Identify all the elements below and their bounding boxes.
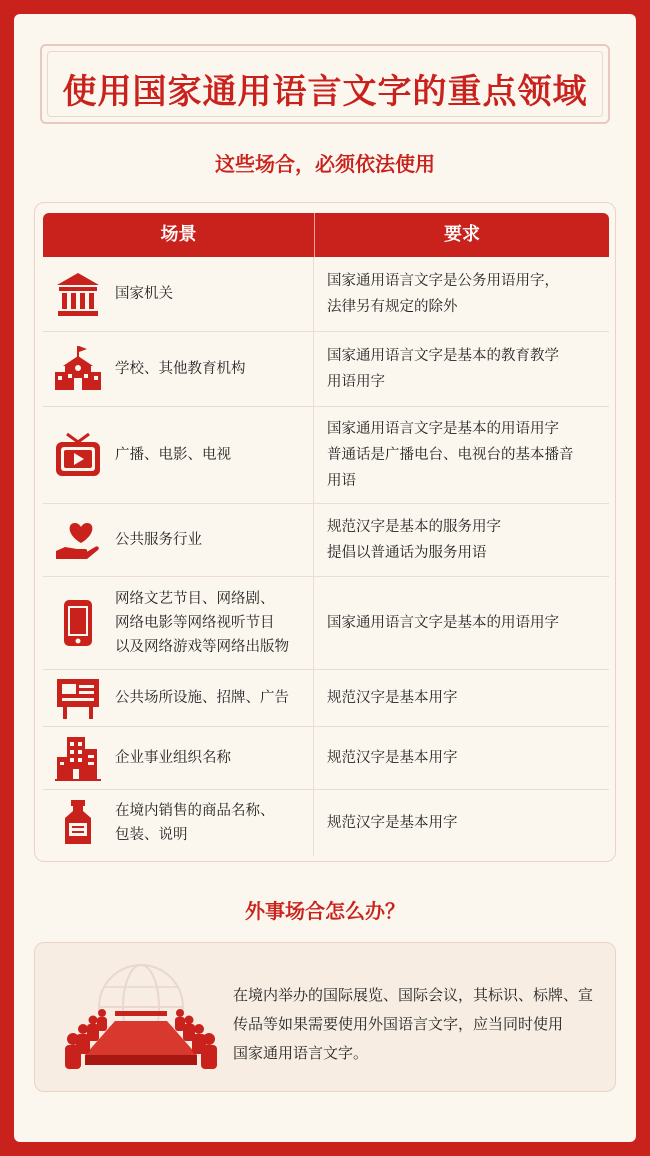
foreign-affairs-title: 外事场合怎么办？ (245, 899, 405, 923)
table-row (43, 257, 609, 332)
table-row (43, 670, 609, 727)
title-frame (40, 44, 610, 124)
heart-hand-icon (53, 515, 103, 565)
scene-text: 学校、其他教育机构 (115, 361, 246, 377)
header-requirement: 要求 (444, 224, 480, 245)
scene-text: 公共服务行业 (115, 532, 202, 548)
requirements-table-card (34, 202, 616, 862)
table-row (43, 332, 609, 407)
scene-text: 公共场所设施、招牌、广告 (115, 690, 289, 706)
table-row (43, 727, 609, 790)
table-row (43, 504, 609, 577)
scene-text: 国家机关 (115, 286, 173, 302)
foreign-affairs-text: 在境内举办的国际展览、国际会议，其标识、标牌、宣 传品等如果需要使用外国语言文字，应当同时使用 国家通用语言文字。 (233, 986, 594, 1062)
requirement-cell: 规范汉字是基本用字 (327, 690, 458, 706)
conference-meeting-illustration (55, 957, 225, 1085)
office-building-icon (53, 733, 103, 783)
requirements-table (43, 213, 609, 856)
scene-cell (43, 727, 314, 789)
requirement-cell: 国家通用语言文字是基本的用语用字 (327, 615, 559, 631)
scene-text: 企业事业组织名称 (115, 750, 231, 766)
scene-cell (43, 670, 314, 726)
requirement-cell: 国家通用语言文字是基本的教育教学 用语用字 (327, 348, 559, 390)
header-scene: 场景 (43, 213, 315, 257)
requirement-cell: 国家通用语言文字是公务用语用字， 法律另有规定的除外 (327, 273, 559, 315)
requirement-cell: 规范汉字是基本用字 (327, 750, 458, 766)
school-icon (53, 344, 103, 394)
requirement-cell: 规范汉字是基本的服务用字 提倡以普通话为服务用语 (327, 519, 501, 561)
table-header (43, 213, 609, 257)
tv-icon (53, 430, 103, 480)
requirement-cell: 国家通用语言文字是基本的用语用字 普通话是广播电台、电视台的基本播音 用语 (327, 421, 574, 489)
page-title: 使用国家通用语言文字的重点领域 (62, 72, 588, 112)
government-building-icon (53, 269, 103, 319)
scene-cell (43, 257, 314, 331)
billboard-icon (53, 673, 103, 723)
scene-cell (43, 407, 314, 503)
scene-cell (43, 504, 314, 576)
foreign-affairs-card (34, 942, 616, 1092)
scene-text: 网络文艺节目、网络剧、 网络电影等网络视听节目 以及网络游戏等网络出版物 (115, 591, 289, 655)
scene-cell (43, 790, 314, 856)
scene-text: 在境内销售的商品名称、 包装、说明 (115, 803, 275, 843)
section-subtitle: 这些场合，必须依法使用 (215, 152, 435, 176)
table-row (43, 407, 609, 504)
phone-icon (53, 598, 103, 648)
scene-cell (43, 332, 314, 406)
table-row (43, 790, 609, 856)
scene-cell (43, 577, 314, 669)
scene-text: 广播、电影、电视 (115, 447, 231, 463)
requirement-cell: 规范汉字是基本用字 (327, 815, 458, 831)
bottle-icon (53, 798, 103, 848)
table-row (43, 577, 609, 670)
